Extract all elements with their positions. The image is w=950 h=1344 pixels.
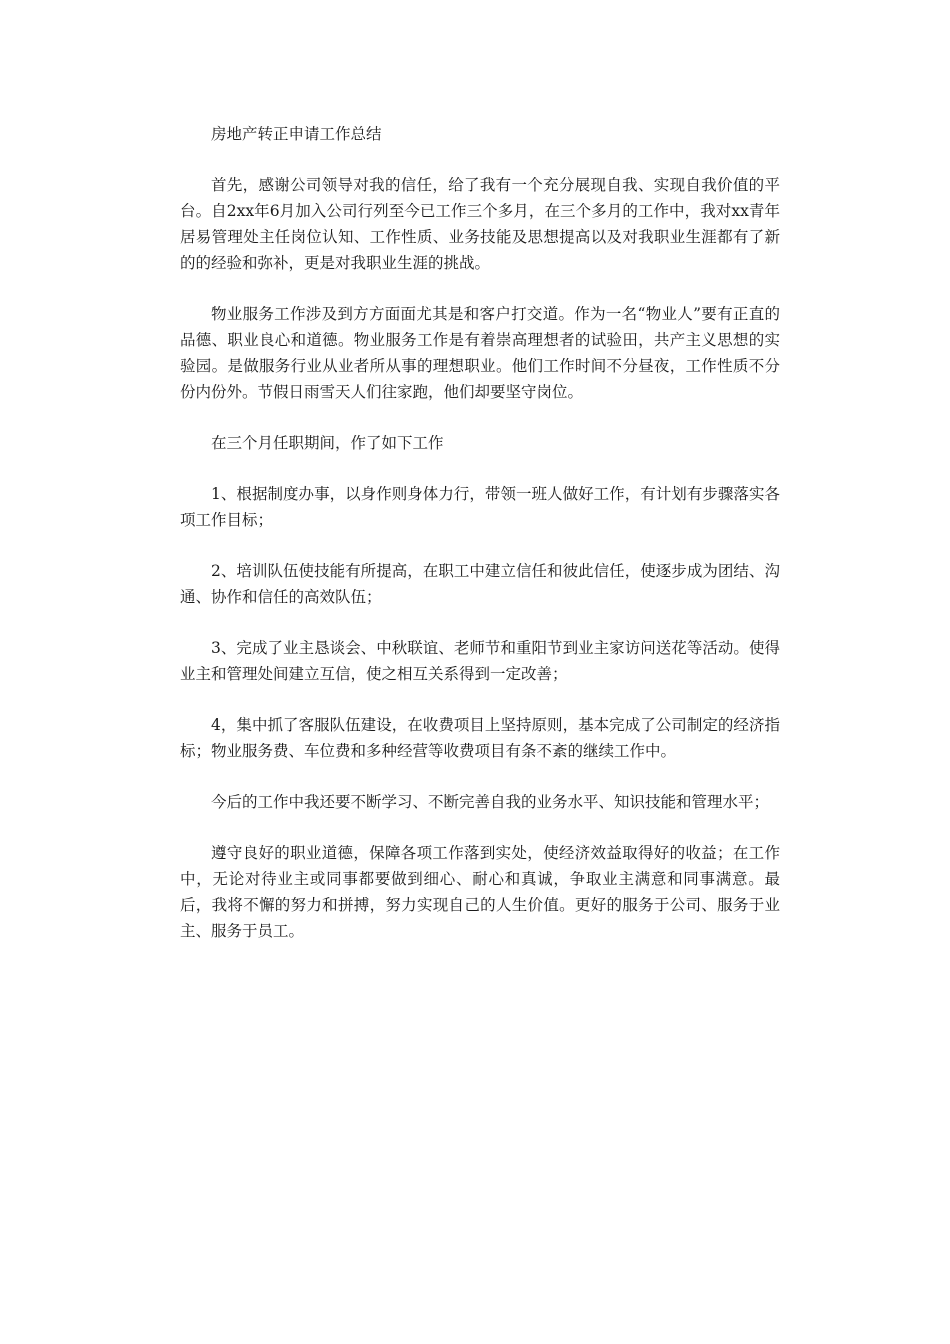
paragraph-conclusion: 遵守良好的职业道德，保障各项工作落到实处，使经济效益取得好的收益；在工作中，无论对待业主或同事都要做到细心、耐心和真诚，争取业主满意和同事满意。最后，我将不懈的努力和拼搏，努力实现自己的人生价值。更好的服务于公司、服务于业主、服务于员工。 [180,844,780,940]
document-body [180,121,780,969]
paragraph-work-heading: 在三个月任职期间，作了如下工作 [211,434,444,452]
paragraph-property-service: 物业服务工作涉及到方方面面尤其是和客户打交道。作为一名“物业人”要有正直的品德、职业良心和道德。物业服务工作是有着崇高理想者的试验田，共产主义思想的实验园。是做服务行业从业者所从事的理想职业。他们工作时间不分昼夜，工作性质不分份内份外。节假日雨雪天人们往家跑，他们却要坚守岗位。 [180,305,780,401]
paragraph-intro: 首先，感谢公司领导对我的信任，给了我有一个充分展现自我、实现自我价值的平台。自2xx年6月加入公司行列至今已工作三个多月，在三个多月的工作中，我对xx青年居易管理处主任岗位认知、工作性质、业务技能及思想提高以及对我职业生涯都有了新的的经验和弥补，更是对我职业生涯的挑战。 [180,176,780,272]
paragraph-item-2: 2、培训队伍使技能有所提高，在职工中建立信任和彼此信任，使逐步成为团结、沟通、协作和信任的高效队伍； [180,562,780,606]
paragraph-item-1: 1、根据制度办事，以身作则身体力行，带领一班人做好工作，有计划有步骤落实各项工作目标； [180,485,780,529]
paragraph-future-learning: 今后的工作中我还要不断学习、不断完善自我的业务水平、知识技能和管理水平； [211,793,770,811]
paragraph-item-4: 4，集中抓了客服队伍建设，在收费项目上坚持原则，基本完成了公司制定的经济指标；物业服务费、车位费和多种经营等收费项目有条不紊的继续工作中。 [180,716,780,760]
document-title: 房地产转正申请工作总结 [211,125,382,143]
paragraph-item-3: 3、完成了业主恳谈会、中秋联谊、老师节和重阳节到业主家访问送花等活动。使得业主和管理处间建立互信，使之相互关系得到一定改善； [180,639,780,683]
